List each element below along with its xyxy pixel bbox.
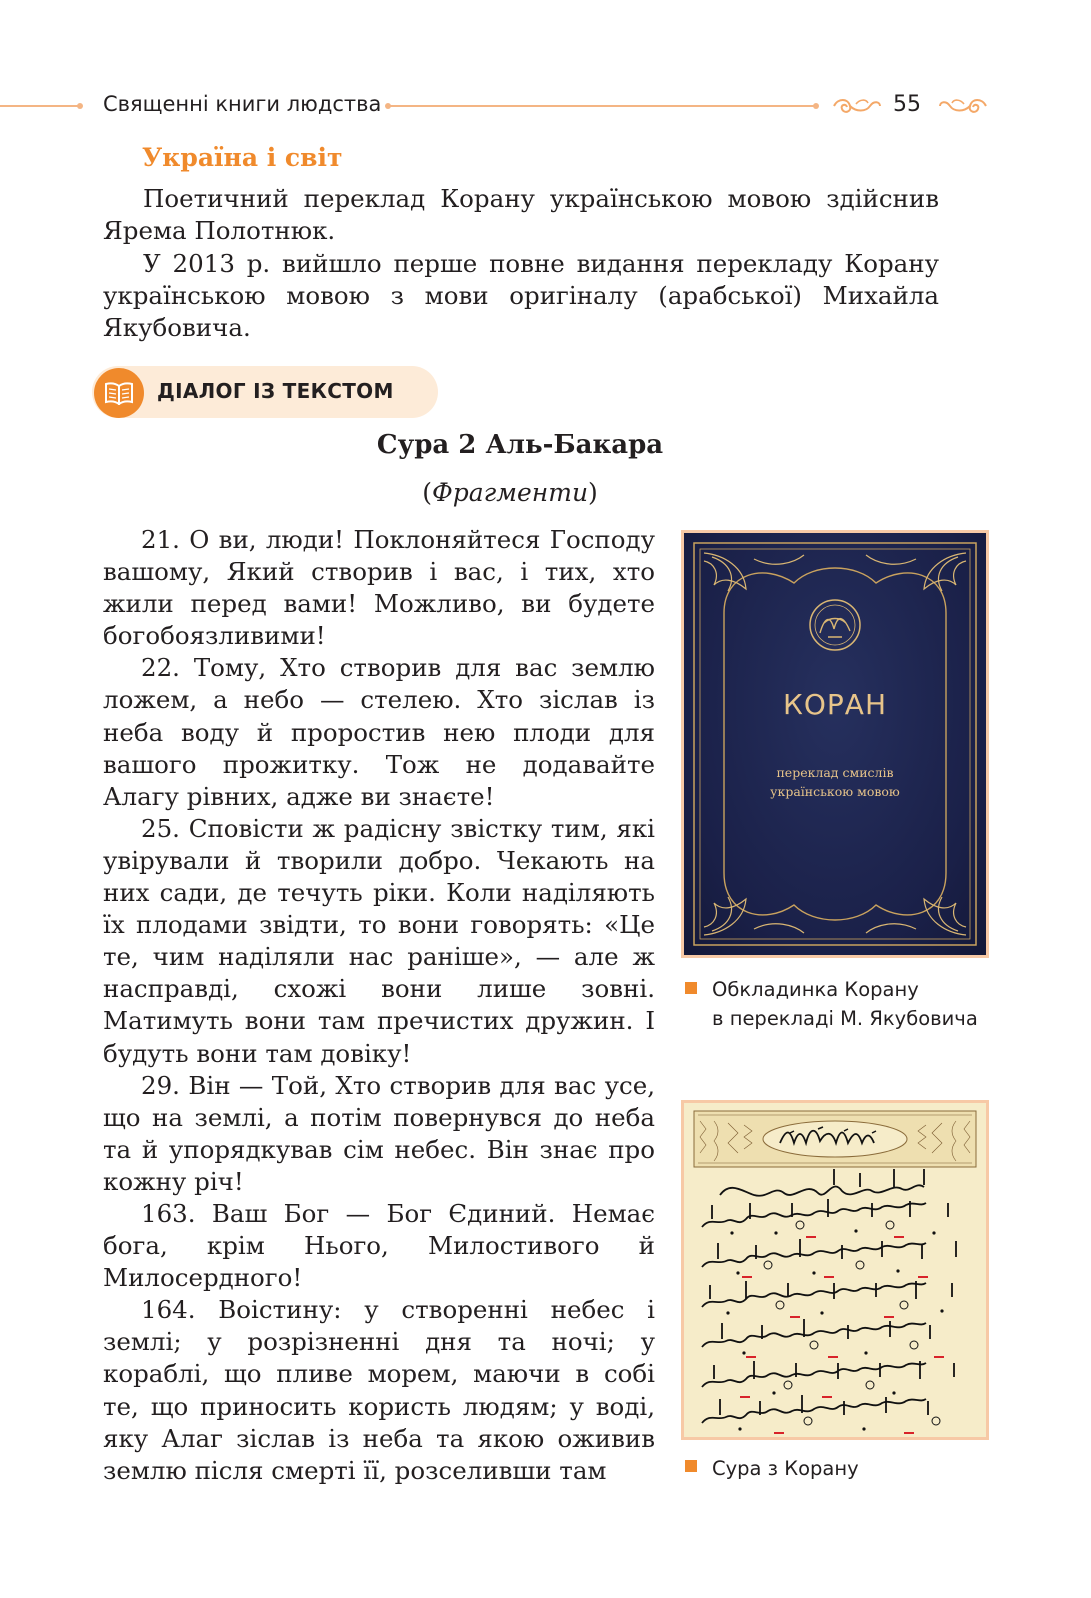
open-book-icon [94,368,144,418]
cover-ornament-frame [684,533,986,955]
manuscript-page [684,1103,986,1437]
arabic-calligraphy-illustration [684,1103,986,1437]
book-cover-image [681,530,989,958]
caption-marker-icon [685,1460,697,1472]
book-title: КОРАН [782,688,887,721]
book-cover [684,533,986,955]
section-paragraph: Поетичний переклад Корану українською мовою здійснив Ярема Полотнюк. [103,184,939,245]
caption-marker-icon [685,982,697,994]
caption-line: Обкладинка Корану [712,978,919,1001]
book-subtitle: переклад смислів [776,765,894,780]
verse: 22. Тому, Хто створив для вас землю ложем, а небо — стелею. Хто зіслав із неба воду й проростив нею плоди для вашого прожитку. Тож не додавайте Алагу рівних, адже ви знаєте! [103,653,655,811]
manuscript-caption: Сура з Корану [712,1457,859,1480]
caption-line: в перекладі М. Якубовича [712,1007,978,1030]
sura-title: Сура 2 Аль-Бакара [376,430,664,460]
verse: 21. О ви, люди! Поклоняйтеся Господу вашому, Який створив і вас, і тих, хто жили перед вами! Можливо, ви будете богобоязливими! [103,525,655,651]
section-heading: Україна і світ [142,143,343,172]
subtitle-paren-close: ) [588,478,598,507]
verse: 163. Ваш Бог — Бог Єдиний. Немає бога, крім Нього, Милостивого й Милосердного! [103,1198,655,1293]
verse: 25. Сповісти ж радісну звістку тим, які увірували й творили добро. Чекають на них сади, де течуть ріки. Коли наділяють їх плодами звідти, то вони говорять: «Це те, чим наділяли нас раніше», — але ж насправді, схожі вони лише зовні. Матимуть вони там пречистих дружин. І будуть вони там довіку! [103,813,655,1068]
dialog-label: ДІАЛОГ ІЗ ТЕКСТОМ [157,379,394,403]
verses-column [103,524,655,1487]
running-title: Священні книги людства [103,92,382,116]
quran-manuscript-image [681,1100,989,1440]
swirl-ornament-icon [830,94,882,118]
verse: 29. Він — Той, Хто створив для вас усе, що на землі, а потім повернувся до неба та й упорядкував сім небес. Він знає про кожну річ! [103,1070,655,1196]
header-rule-middle [388,105,816,107]
subtitle-text: Фрагменти [431,478,589,507]
verse: 164. Воістину: у створенні небес і землі; у розрізненні дня та ночі; у кораблі, що пливе морем, маючи в собі те, що приносить користь людям; у воді, яку Алаг зіслав із неба та якою оживив землю після смерті її, розселивши там [103,1295,655,1485]
book-subtitle: українською мовою [770,784,900,799]
book-cover-caption [712,975,1002,1033]
header-rule-left [0,105,80,107]
page-number: 55 [893,92,921,117]
swirl-ornament-icon [938,94,990,118]
subtitle-paren-open: ( [422,478,432,507]
section-paragraph: У 2013 р. вийшло перше повне видання перекладу Корану українською мовою з мови оригіналу (арабської) Михайла Якубовича. [103,249,939,342]
sura-subtitle [320,478,700,507]
